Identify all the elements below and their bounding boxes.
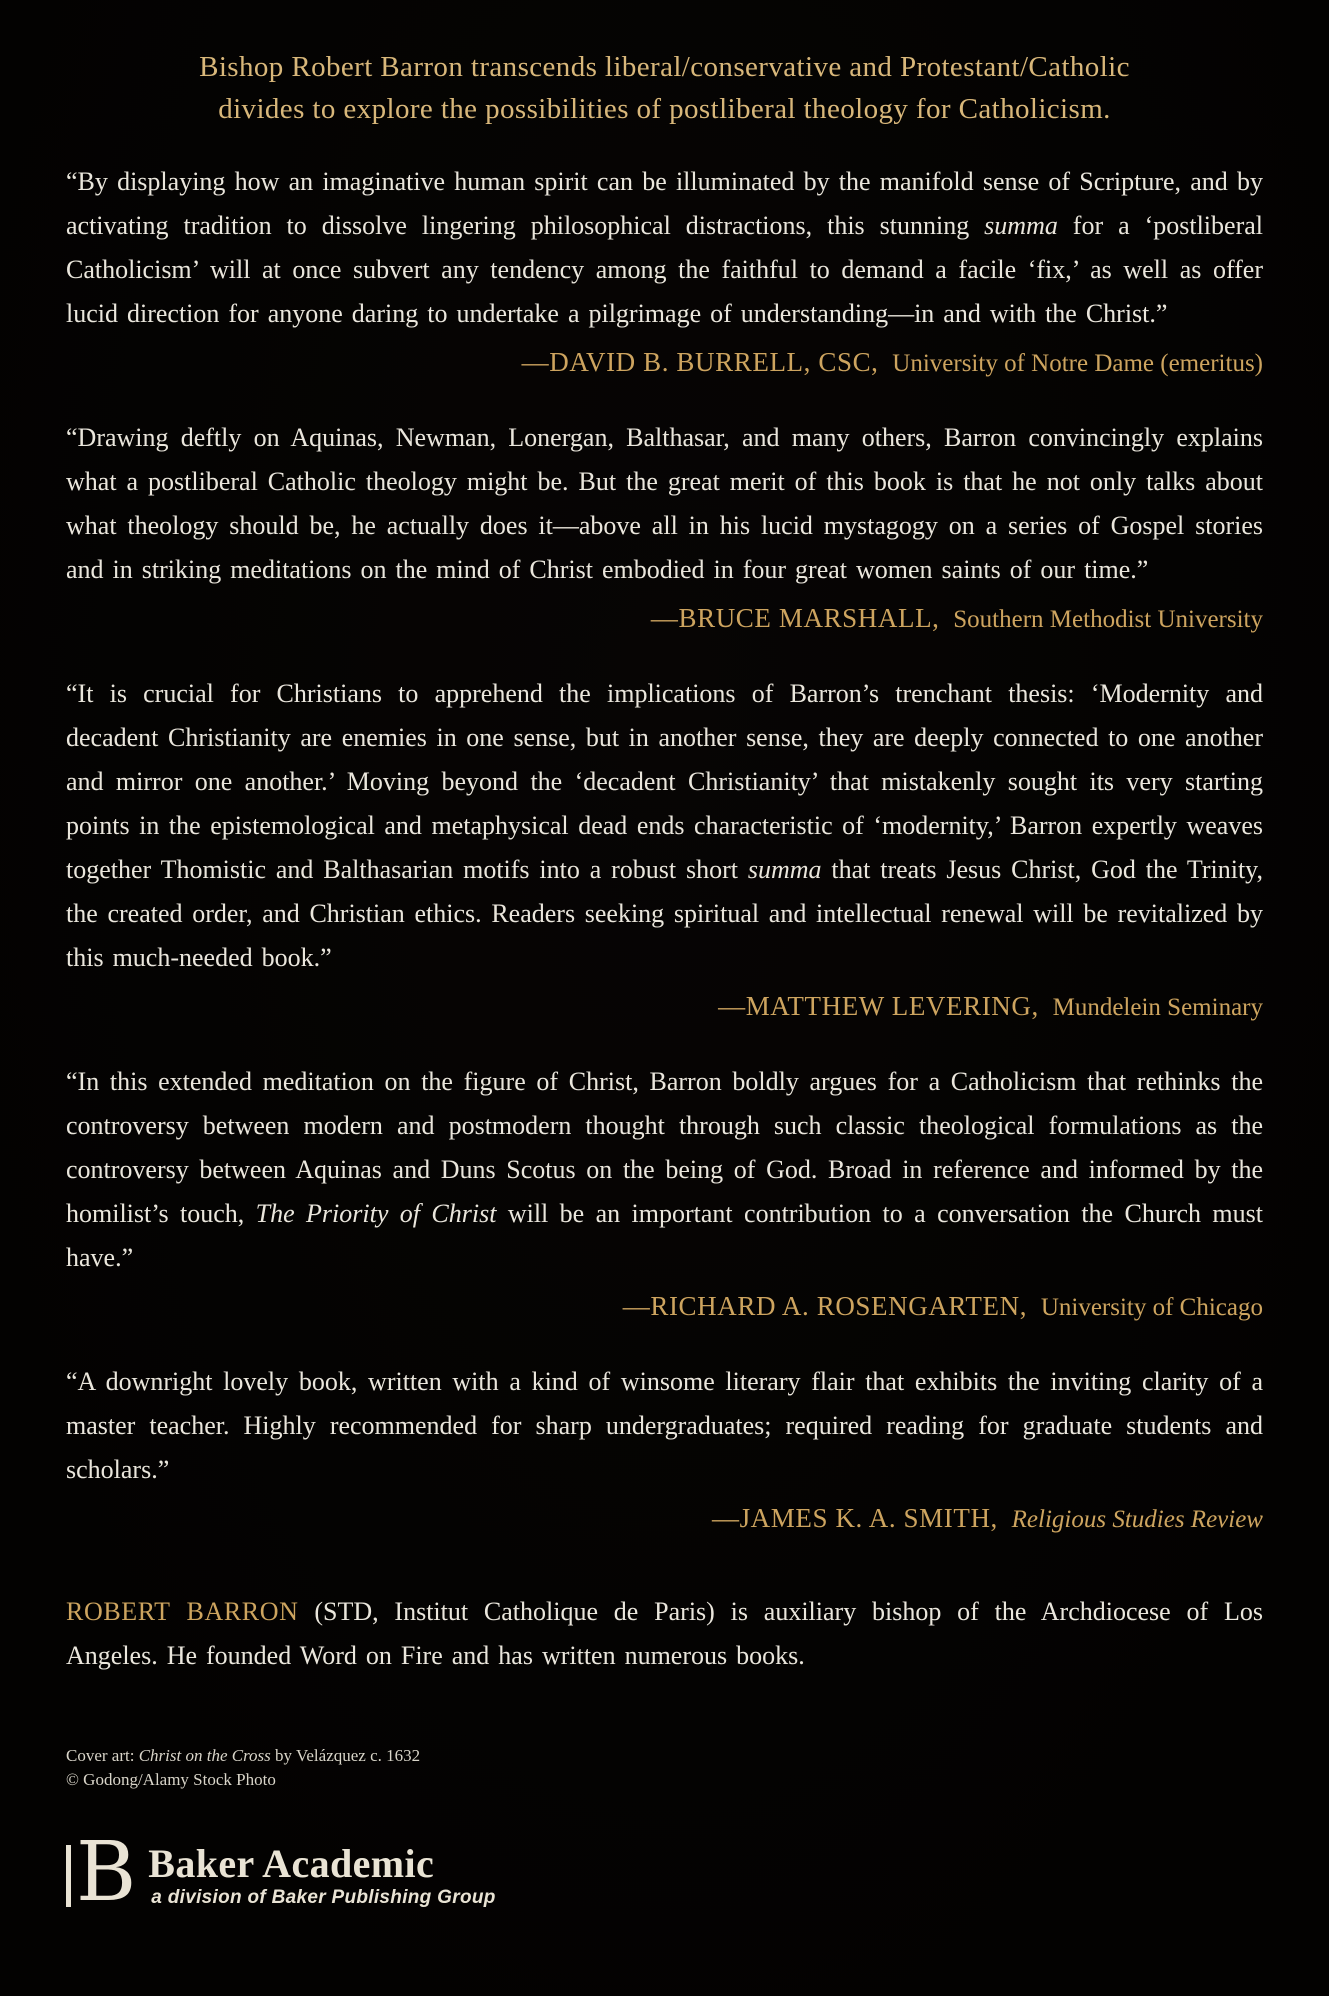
copyright-credit: © Godong/Alamy Stock Photo xyxy=(66,1770,276,1789)
baker-b-glyph-icon: B xyxy=(76,1824,137,1920)
attribution-name: —DAVID B. BURRELL, CSC, xyxy=(521,347,879,377)
quote-attribution-smith xyxy=(66,1496,1263,1542)
publisher-logo xyxy=(66,1824,1263,1920)
publisher-text xyxy=(148,1842,495,1909)
quote-paragraph-rosengarten: “In this extended meditation on the figure of Christ, Barron boldly argues for a Catholicism that rethinks the controversy between modern and postmodern thought through such classic theological formulations as the controversy between Aquinas and Duns Scotus on the being of God. Broad in reference and informed by the homilist’s touch, The Priority of Christ will be an important contribution to a conversation the Church must have.” xyxy=(66,1067,1263,1272)
quote-attribution-marshall xyxy=(66,596,1263,642)
attribution-affiliation: University of Chicago xyxy=(1040,1294,1263,1321)
attribution-name: —MATTHEW LEVERING, xyxy=(718,991,1039,1021)
publisher-tagline: a division of Baker Publishing Group xyxy=(151,1887,496,1908)
headline-line-1: Bishop Robert Barron transcends liberal/conservative and Protestant/Catholic xyxy=(199,51,1130,83)
attribution-name: —JAMES K. A. SMITH, xyxy=(711,1503,998,1533)
author-bio: ROBERT BARRON (STD, Institut Catholique de Paris) is auxiliary bishop of the Archdiocese of Los Angeles. He founded Word on Fire and has written numerous books. xyxy=(66,1597,1263,1670)
attribution-name: —RICHARD A. ROSENGARTEN, xyxy=(622,1291,1028,1321)
headline xyxy=(66,46,1263,130)
baker-b-icon xyxy=(66,1824,137,1920)
quote-paragraph-marshall: “Drawing deftly on Aquinas, Newman, Lonergan, Balthasar, and many others, Barron convincingly explains what a postliberal Catholic theology might be. But the great merit of this book is that he not only talks about what theology should be, he actually does it—above all in his lucid mystagogy on a series of Gospel stories and in striking meditations on the mind of Christ embodied in four great women saints of our time.” xyxy=(66,423,1263,584)
quote-paragraph-levering: “It is crucial for Christians to apprehend the implications of Barron’s trenchant thesis: ‘Modernity and decadent Christianity are enemies in one sense, but in another sense, they are deeply connected to one another and mirror one another.’ Moving beyond the ‘decadent Christianity’ that mistakenly sought its very starting points in the epistemological and metaphysical dead ends characteristic of ‘modernity,’ Barron expertly weaves together Thomistic and Balthasarian motifs into a robust short summa that treats Jesus Christ, God the Trinity, the created order, and Christian ethics. Readers seeking spiritual and intellectual renewal will be revitalized by this much-needed book.” xyxy=(66,679,1263,972)
quote-paragraph-smith: “A downright lovely book, written with a kind of winsome literary flair that exhibits the inviting clarity of a master teacher. Highly recommended for sharp undergraduates; required reading for graduate students and scholars.” xyxy=(66,1367,1263,1484)
publisher-name: Baker Academic xyxy=(148,1841,435,1886)
quote-attribution-rosengarten xyxy=(66,1284,1263,1330)
attribution-name: —BRUCE MARSHALL, xyxy=(650,603,940,633)
attribution-affiliation: Religious Studies Review xyxy=(1011,1506,1263,1533)
attribution-affiliation: University of Notre Dame (emeritus) xyxy=(892,350,1263,377)
cover-art-credit-block xyxy=(66,1744,1263,1792)
headline-line-2: divides to explore the possibilities of postliberal theology for Catholicism. xyxy=(218,93,1111,125)
baker-b-bar-icon xyxy=(66,1845,71,1907)
cover-art-credit: Cover art: Christ on the Cross by Velázquez c. 1632 xyxy=(66,1746,421,1765)
quote-attribution-levering xyxy=(66,984,1263,1030)
quote-attribution-burrell xyxy=(66,340,1263,386)
attribution-affiliation: Mundelein Seminary xyxy=(1052,994,1263,1021)
attribution-affiliation: Southern Methodist University xyxy=(953,606,1263,633)
quote-paragraph-burrell: “By displaying how an imaginative human spirit can be illuminated by the manifold sense of Scripture, and by activating tradition to dissolve lingering philosophical distractions, this stunning summa for a ‘postliberal Catholicism’ will at once subvert any tendency among the faithful to demand a facile ‘fix,’ as well as offer lucid direction for anyone daring to undertake a pilgrimage of understanding—in and with the Christ.” xyxy=(66,167,1263,328)
